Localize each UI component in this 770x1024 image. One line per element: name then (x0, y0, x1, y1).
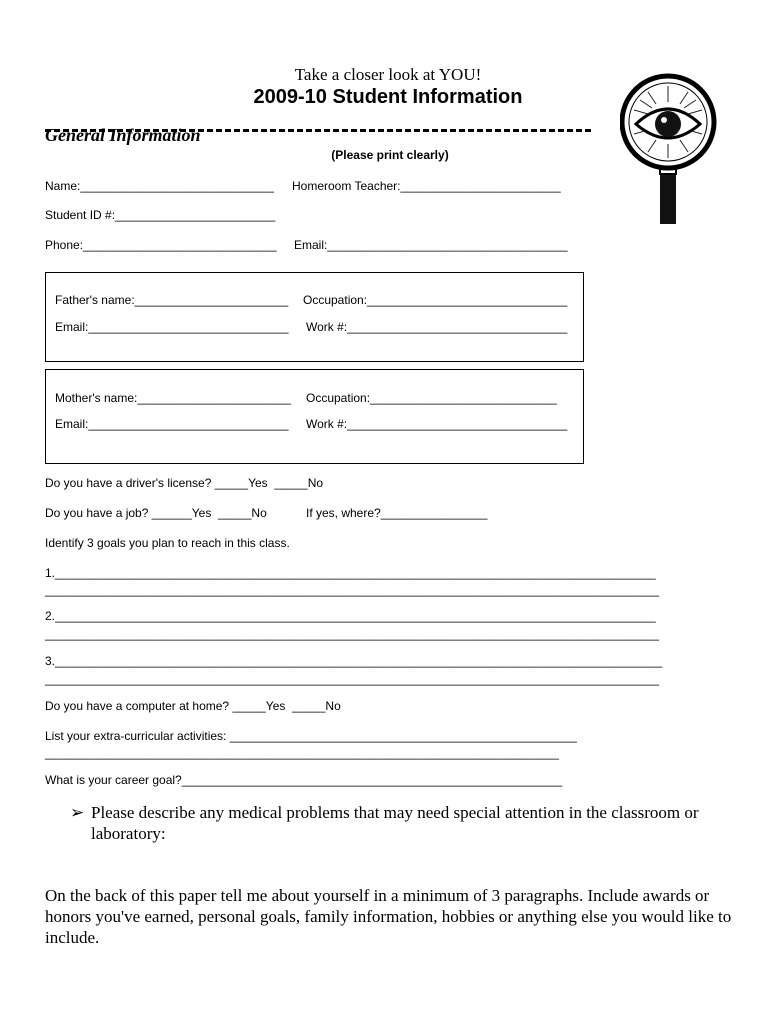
job-where-field[interactable]: If yes, where?________________ (306, 506, 488, 520)
computer-question[interactable]: Do you have a computer at home? _____Yes _____No (45, 699, 341, 713)
student-id-field[interactable]: Student ID #:________________________ (45, 208, 276, 222)
phone-field[interactable]: Phone:_____________________________ (45, 238, 277, 252)
goal-3-field[interactable]: 3.___________________________________________________________________________________________ (45, 654, 663, 668)
goal-1-field[interactable]: 1.__________________________________________________________________________________________ (45, 566, 656, 580)
page-subtitle: Take a closer look at YOU! (294, 65, 482, 84)
medical-question-line1: Please describe any medical problems that may need special attention in the classroom or (91, 803, 699, 822)
father-name-field[interactable]: Father's name:_______________________ (55, 293, 289, 307)
mother-email-field[interactable]: Email:______________________________ (55, 417, 289, 431)
homeroom-teacher-field[interactable]: Homeroom Teacher:________________________ (292, 179, 561, 193)
page-title: 2009-10 Student Information (253, 86, 523, 108)
closing-paragraph: On the back of this paper tell me about yourself in a minimum of 3 paragraphs. Include awards or honors you've earned, personal goals, family information, hobbies or anything else you would like to include. (45, 886, 732, 947)
medical-question-line2: laboratory: (91, 824, 166, 843)
mother-name-field[interactable]: Mother's name:_______________________ (55, 391, 291, 405)
career-goal-field[interactable]: What is your career goal?_________________________________________________________ (45, 773, 563, 787)
goal-3-continuation[interactable]: ____________________________________________________________________________________________ (45, 672, 659, 686)
drivers-license-question[interactable]: Do you have a driver's license? _____Yes _____No (45, 476, 324, 490)
medical-bullet-icon: ➢ (70, 803, 85, 822)
email-field[interactable]: Email:____________________________________ (294, 238, 568, 252)
father-work-field[interactable]: Work #:_________________________________ (306, 320, 568, 334)
activities-field[interactable]: List your extra-curricular activities: ____________________________________________________ (45, 729, 577, 743)
activities-continuation[interactable]: _____________________________________________________________________________ (45, 746, 559, 760)
print-note: (Please print clearly) (331, 148, 449, 162)
father-info-box (45, 272, 584, 362)
father-occupation-field[interactable]: Occupation:______________________________ (303, 293, 568, 307)
goals-intro: Identify 3 goals you plan to reach in this class. (45, 536, 290, 550)
mother-work-field[interactable]: Work #:_________________________________ (306, 417, 568, 431)
goal-2-field[interactable]: 2.__________________________________________________________________________________________ (45, 609, 656, 623)
mother-occupation-field[interactable]: Occupation:____________________________ (306, 391, 557, 405)
father-email-field[interactable]: Email:______________________________ (55, 320, 289, 334)
goal-2-continuation[interactable]: ____________________________________________________________________________________________ (45, 627, 659, 641)
goal-1-continuation[interactable]: ____________________________________________________________________________________________ (45, 583, 659, 597)
section-heading: General Information (45, 125, 201, 145)
name-field[interactable]: Name:_____________________________ (45, 179, 274, 193)
job-question[interactable]: Do you have a job? ______Yes _____No (45, 506, 267, 520)
